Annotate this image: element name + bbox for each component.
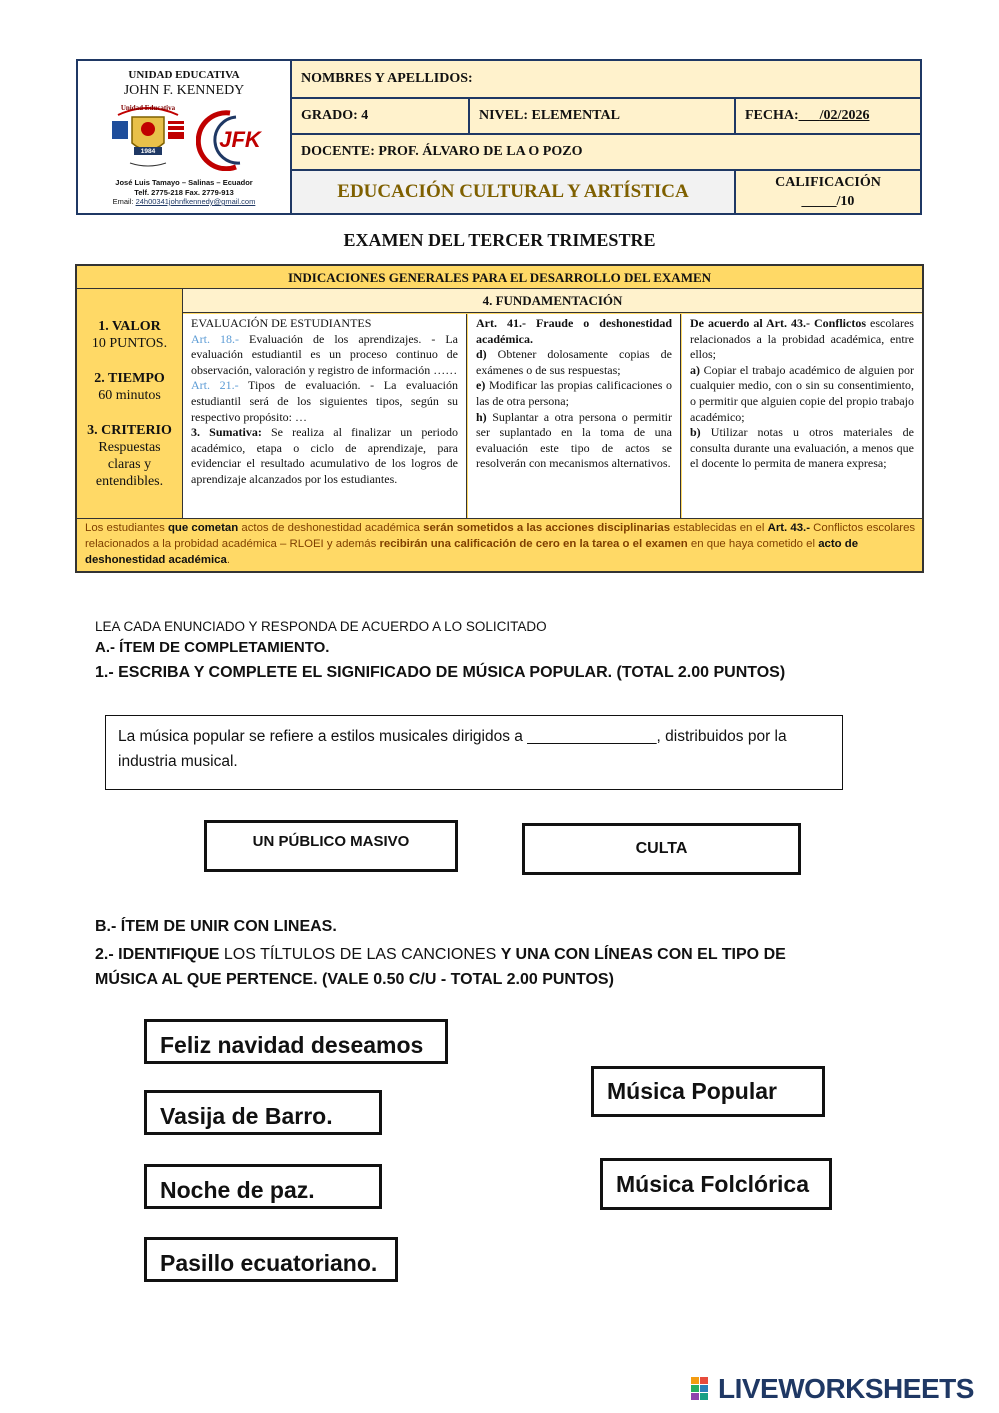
section-a-title: A.- ÍTEM DE COMPLETAMIENTO. xyxy=(95,639,330,656)
question-2-bold-1: 2.- IDENTIFIQUE xyxy=(95,946,220,963)
art18-text: Evaluación de los aprendizajes. - La evaluación estudiantil es un proceso continuo de observación, valoración y registro de información …… xyxy=(191,331,458,377)
fraud-h-label: h) xyxy=(476,409,487,424)
fraud-heading: Art. 41.- Fraude o deshonestidad académica. xyxy=(476,316,672,346)
question-2-bold-2: Y UNA CON LÍNEAS CON EL TIPO DE MÚSICA AL QUE PERTENCE xyxy=(95,946,786,988)
section-b-title: B.- ÍTEM DE UNIR CON LINEAS. xyxy=(95,918,337,935)
question-1 xyxy=(95,664,785,682)
type-musica-popular[interactable]: Música Popular xyxy=(591,1066,825,1117)
liveworksheets-text: LIVEWORKSHEETS xyxy=(718,1373,974,1404)
criteria-criterion-title: 3. CRITERIO xyxy=(87,423,172,438)
question-2 xyxy=(95,942,835,992)
song-pasillo-ecuatoriano[interactable]: Pasillo ecuatoriano. xyxy=(144,1237,398,1282)
note-bold-1: que cometan xyxy=(167,522,239,534)
evaluation-heading: EVALUACIÓN DE ESTUDIANTES xyxy=(191,316,372,330)
liveworksheets-brand[interactable] xyxy=(690,1374,990,1404)
art21-text: Tipos de evaluación. - La evaluación estudiantil será de los siguientes tipos, según su respectivo propósito: … xyxy=(191,378,458,424)
score-value: _____/10 xyxy=(801,194,855,209)
exam-title: EXAMEN DEL TERCER TRIMESTRE xyxy=(343,230,656,250)
fraud-d-text: Obtener dolosamente copias de exámenes o de sus respuestas; xyxy=(476,347,672,377)
fraud-h-text: Suplantar a otra persona o permitir ser suplantado en la toma de una evaluación este tipo de actos se resolverán con mecanismos alternativos. xyxy=(476,409,672,471)
conflicts-intro: escolares relacionados a la probidad académica, entre ellos; xyxy=(690,316,914,362)
score-label: CALIFICACIÓN xyxy=(775,175,881,190)
conflicts-column xyxy=(682,314,922,518)
fraud-e-text: Modificar las propias calificaciones o las de otra persona; xyxy=(476,378,672,408)
school-name-line1: UNIDAD EDUCATIVA xyxy=(128,69,240,81)
note-text-6: . xyxy=(226,553,230,566)
jfk-logo xyxy=(196,107,268,171)
criteria-column xyxy=(77,318,182,490)
note-text-3: establecidas en el xyxy=(670,522,768,534)
school-phone: Telf. 2775-218 Fax. 2779-913 xyxy=(134,187,234,197)
indications-title: INDICACIONES GENERALES PARA EL DESARROLLO DEL EXAMEN xyxy=(77,266,922,289)
note-bold-3: Art. 43.- xyxy=(767,522,811,534)
jfk-logo-text: JFK xyxy=(219,127,261,152)
subject-title: EDUCACIÓN CULTURAL Y ARTÍSTICA xyxy=(292,171,736,213)
fraud-e-label: e) xyxy=(476,378,486,393)
date-value: /02/2026 xyxy=(819,108,870,123)
question-1-points: . (TOTAL 2.00 PUNTOS) xyxy=(607,664,786,681)
definition-box: La música popular se refiere a estilos musicales dirigidos a _______________, distribuidos por la industria musical. xyxy=(105,715,843,790)
fundamentacion-subtitle: 4. FUNDAMENTACIÓN xyxy=(183,289,922,313)
header-table xyxy=(76,59,922,215)
song-feliz-navidad[interactable]: Feliz navidad deseamos xyxy=(144,1019,448,1064)
sumativa-text: Se realiza al finalizar un periodo académico, etapa o ciclo de aprendizaje, para evidenciar el resultado acumulativo de los logros de aprendizaje alcanzados por los estudiantes. xyxy=(191,425,458,486)
question-1-main: 1.- ESCRIBA Y COMPLETE EL SIGNIFICADO DE MÚSICA POPULAR xyxy=(95,664,608,681)
question-2-normal: LOS TÍLTULOS DE LAS CANCIONES xyxy=(219,946,501,963)
criteria-value-text: 10 PUNTOS. xyxy=(91,336,168,351)
conflicts-heading: De acuerdo al Art. 43.- Conflictos xyxy=(690,316,866,330)
fraud-column xyxy=(468,314,681,518)
sumativa-label: 3. Sumativa: xyxy=(191,425,262,440)
school-name-line2: JOHN F. KENNEDY xyxy=(123,83,245,98)
liveworksheets-icon xyxy=(690,1376,718,1402)
school-address: José Luis Tamayo – Salinas – Ecuador xyxy=(115,178,253,187)
note-bold-5: acto de deshonestidad académica xyxy=(85,537,859,566)
answer-option-culta[interactable]: CULTA xyxy=(522,823,801,875)
score-box xyxy=(736,171,920,213)
date-field[interactable] xyxy=(736,99,920,135)
conflicts-a-text: Copiar el trabajo académico de alguien por cualquier medio, con o sin su consentimiento, o permitir que alguien copie del propio trabajo académico; xyxy=(690,362,914,424)
date-label: FECHA: xyxy=(745,108,799,123)
evaluation-column xyxy=(183,314,467,518)
song-noche-de-paz[interactable]: Noche de paz. xyxy=(144,1164,382,1209)
fraud-d-label: d) xyxy=(476,347,487,362)
school-email-link[interactable]: 24h00341johnfkennedy@gmail.com xyxy=(135,197,256,206)
teacher-field: DOCENTE: PROF. ÁLVARO DE LA O POZO xyxy=(292,135,920,171)
instructions: LEA CADA ENUNCIADO Y RESPONDA DE ACUERDO A LO SOLICITADO xyxy=(95,619,547,634)
criteria-time-title: 2. TIEMPO xyxy=(94,371,165,386)
question-2-points: . (VALE 0.50 C/U - TOTAL 2.00 PUNTOS) xyxy=(313,971,614,988)
disciplinary-note xyxy=(85,521,917,568)
note-bold-4: recibirán una calificación de cero en la tarea o el examen xyxy=(379,537,688,550)
date-blank: ___ xyxy=(798,108,820,123)
criteria-criterion-text: Respuestas claras y entendibles. xyxy=(95,440,164,489)
grade-field: GRADO: 4 xyxy=(292,99,470,135)
level-field: NIVEL: ELEMENTAL xyxy=(470,99,736,135)
art21-label: Art. 21.- xyxy=(191,378,239,393)
indications-table xyxy=(75,264,924,573)
conflicts-b-label: b) xyxy=(690,425,701,440)
note-text-1: Los estudiantes xyxy=(85,522,168,534)
criteria-time-text: 60 minutos xyxy=(98,388,161,403)
note-text-4: Conflictos escolares relacionados a la probidad académica – RLOEI y además xyxy=(85,522,916,550)
email-label: Email: xyxy=(112,197,136,206)
conflicts-a-label: a) xyxy=(690,362,700,377)
art18-label: Art. 18.- xyxy=(191,331,240,346)
school-crest-logo xyxy=(108,99,188,173)
answer-option-publico-masivo[interactable]: UN PÚBLICO MASIVO xyxy=(204,820,458,872)
note-bold-2: serán sometidos a las acciones disciplinarias xyxy=(423,522,671,534)
school-block xyxy=(78,61,292,213)
conflicts-b-text: Utilizar notas u otros materiales de consulta durante una evaluación, a menos que el docente lo permita de manera expresa; xyxy=(690,425,914,471)
crest-year: 1984 xyxy=(140,148,156,155)
note-text-5: en que haya cometido el xyxy=(687,537,819,550)
crest-text: Unidad Educativa xyxy=(120,104,176,112)
criteria-value-title: 1. VALOR xyxy=(98,319,161,334)
names-field[interactable]: NOMBRES Y APELLIDOS: xyxy=(292,61,920,99)
song-vasija-de-barro[interactable]: Vasija de Barro. xyxy=(144,1090,382,1135)
note-text-2: actos de deshonestidad académica xyxy=(238,522,424,534)
type-musica-folclorica[interactable]: Música Folclórica xyxy=(600,1158,832,1210)
